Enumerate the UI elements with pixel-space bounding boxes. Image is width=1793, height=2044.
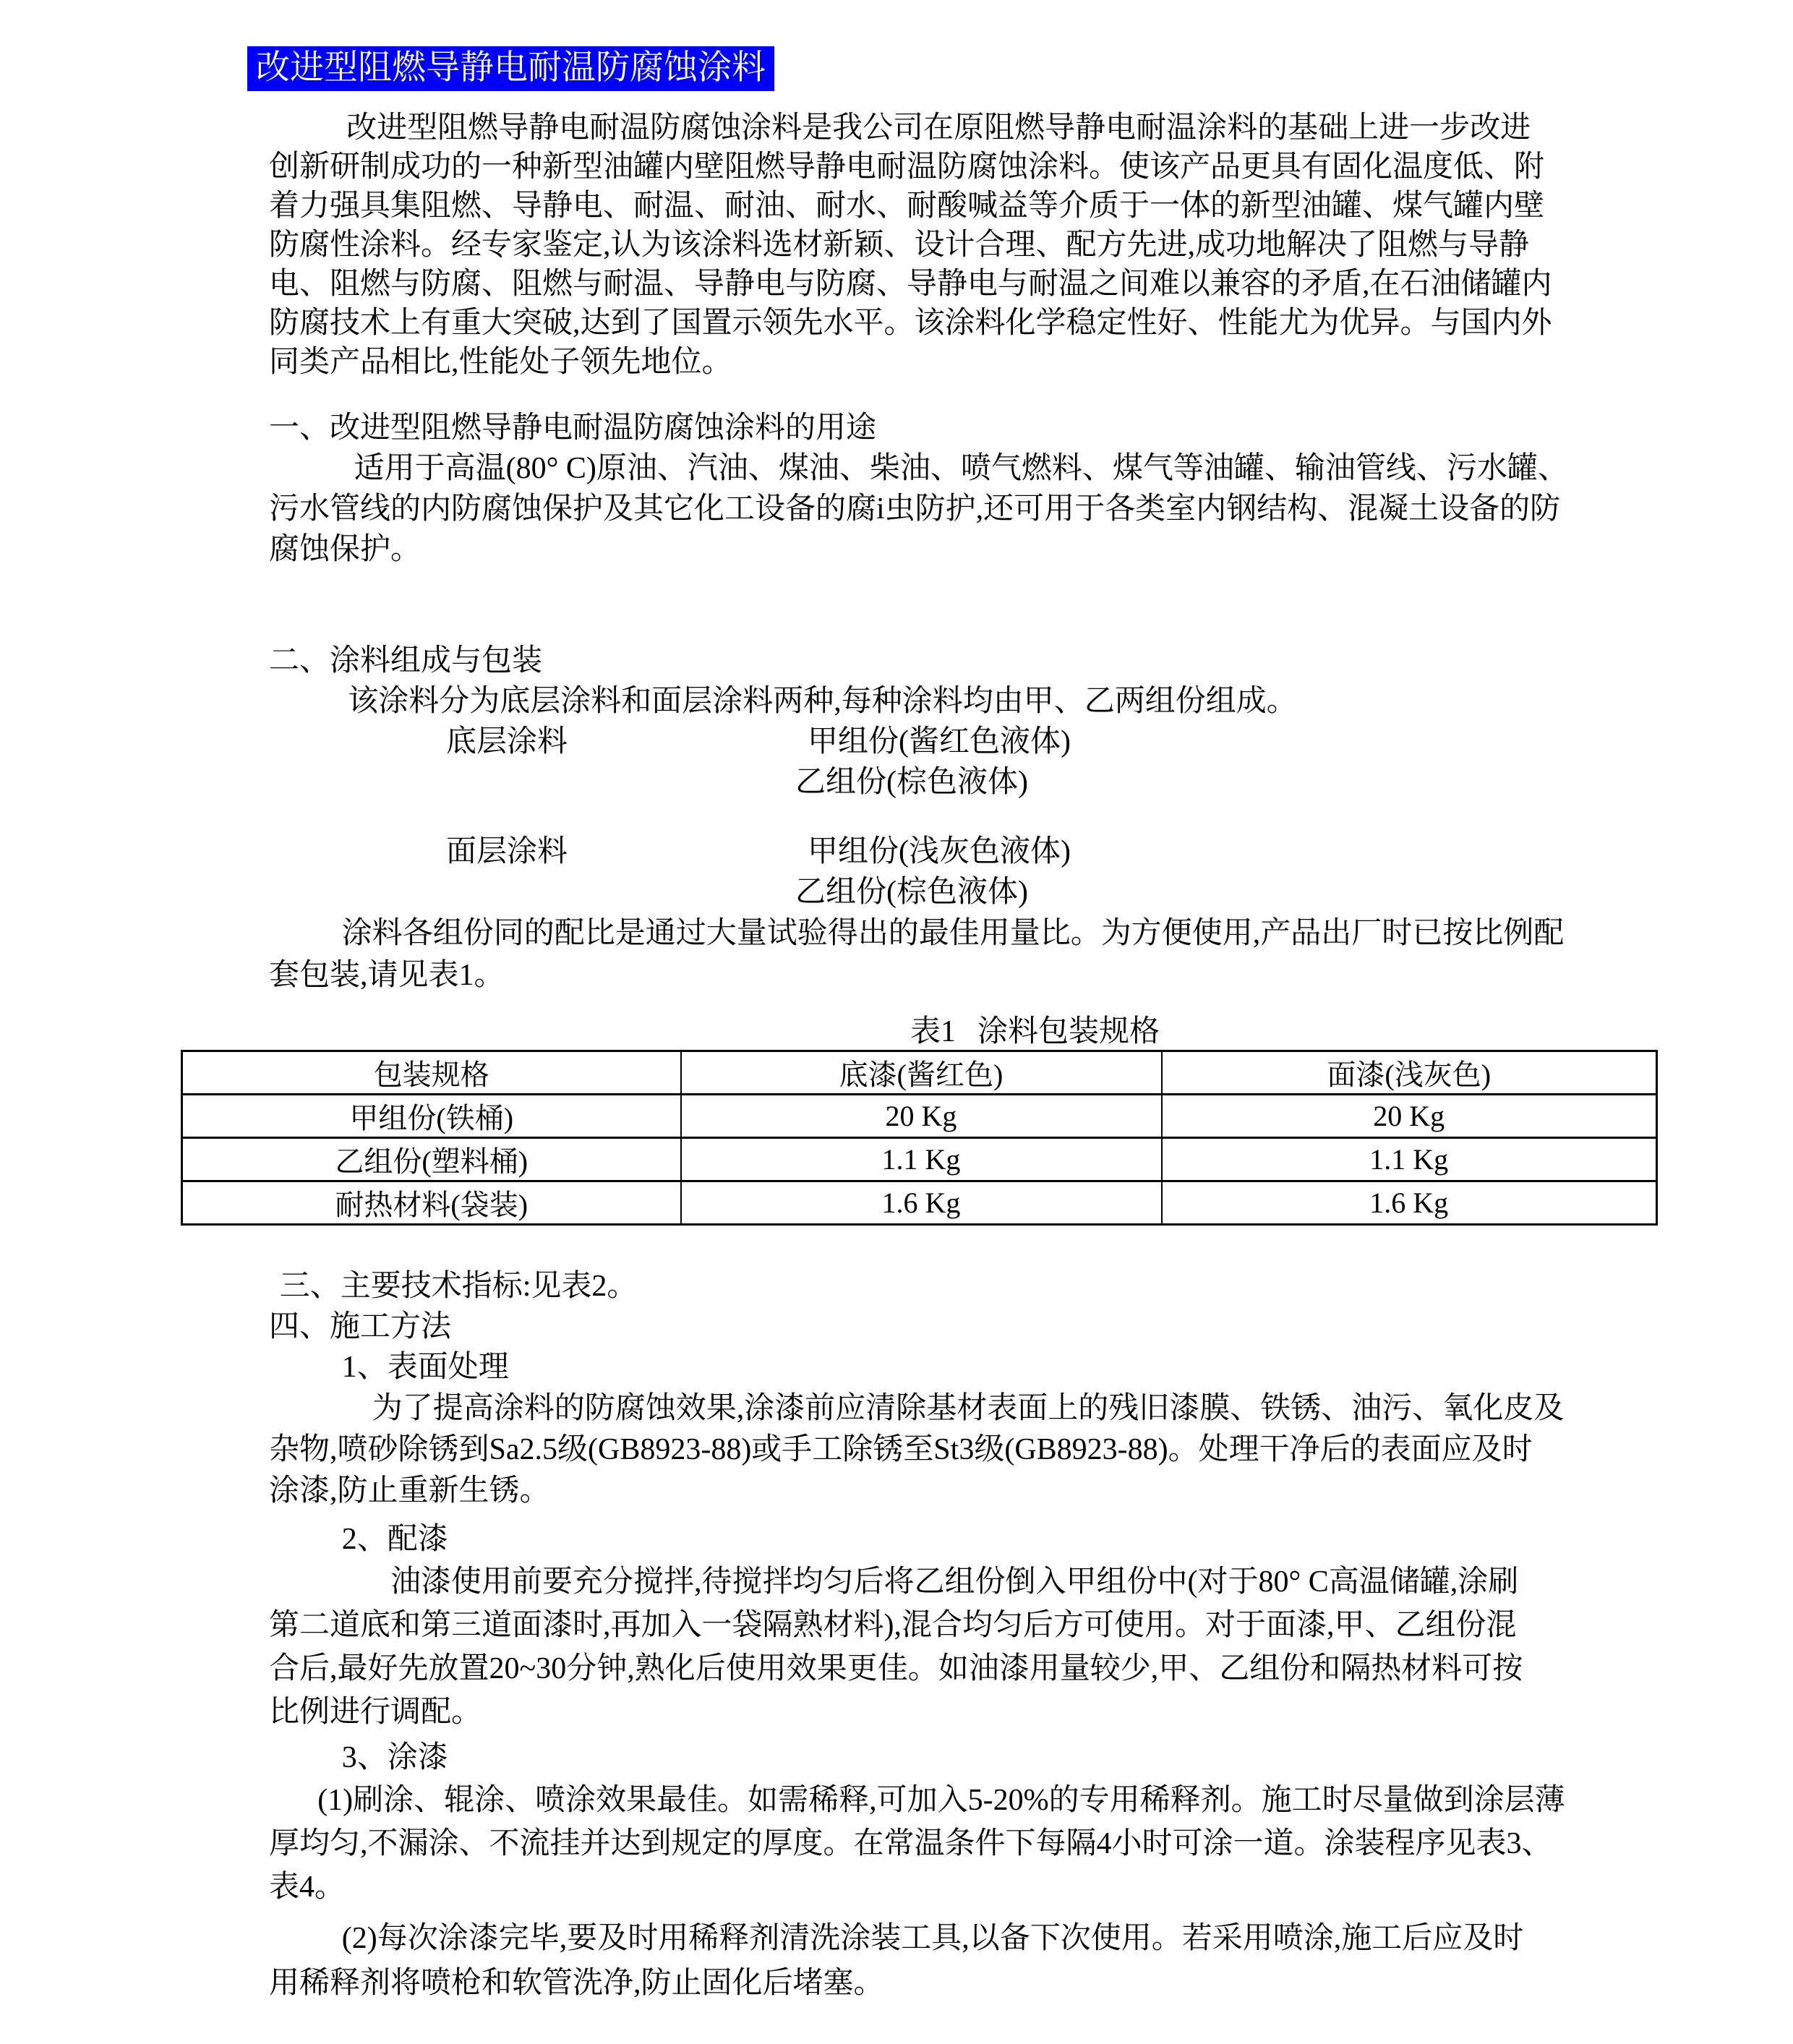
table-cell: 耐热材料(袋装)	[182, 1181, 681, 1225]
intro-line: 电、阻燃与防腐、阻燃与耐温、导静电与防腐、导静电与耐温之间难以兼容的矛盾,在石油储罐内	[269, 268, 1552, 301]
component-part: 甲组份(浅灰色液体)	[808, 835, 1071, 868]
coating-paragraph-1	[269, 1779, 1563, 1909]
section-2-intro: 该涂料分为底层涂料和面层涂料两种,每种涂料均由甲、乙两组份组成。	[348, 685, 1297, 718]
sub3-heading: 3、涂漆	[341, 1741, 448, 1774]
component-part: 乙组份(棕色液体)	[795, 876, 1028, 909]
component-layer: 面层涂料	[446, 835, 568, 868]
coating-paragraph-2	[269, 1916, 1563, 2006]
coating-line: 表4。	[269, 1870, 346, 1904]
table-cell: 20 Kg	[681, 1095, 1162, 1138]
section-1-line: 腐蚀保护。	[269, 533, 421, 566]
sub2-heading: 2、配漆	[341, 1523, 448, 1556]
table-header-cell: 包装规格	[182, 1051, 681, 1095]
component-row	[269, 722, 1563, 762]
section-1-line: 污水管线的内防腐蚀保护及其它化工设备的腐i虫防护,还可用于各类室内钢结构、混凝土设备的防	[269, 492, 1561, 526]
coating-line: (2)每次涂漆完毕,要及时用稀释剂清洗涂装工具,以备下次使用。若采用喷涂,施工后应及时	[341, 1922, 1524, 1955]
surface-prep-line: 涂漆,防止重新生锈。	[269, 1474, 550, 1508]
intro-line: 着力强具集阻燃、导静电、耐温、耐油、耐水、耐酸喊益等介质于一体的新型油罐、煤气罐内壁	[269, 189, 1545, 223]
table-row	[182, 1181, 1657, 1225]
section-4-heading: 四、施工方法	[269, 1310, 452, 1343]
doc-title: 改进型阻燃导静电耐温防腐蚀涂料	[247, 46, 774, 91]
sub1-heading: 1、表面处理	[341, 1351, 509, 1384]
paint-mixing-line: 油漆使用前要充分搅拌,待搅拌均匀后将乙组份倒入甲组份中(对于80° C高温储罐,涂刷	[390, 1565, 1519, 1599]
section-1-line: 适用于高温(80° C)原油、汽油、煤油、柴油、喷气燃料、煤气等油罐、输油管线、污水罐、	[354, 452, 1568, 485]
table-cell: 20 Kg	[1162, 1095, 1657, 1138]
table-cell: 甲组份(铁桶)	[182, 1095, 681, 1138]
ratio-line: 套包装,请见表1。	[269, 959, 505, 992]
table-cell: 1.6 Kg	[681, 1181, 1162, 1225]
table-header-cell: 面漆(浅灰色)	[1162, 1051, 1657, 1095]
coating-line: 用稀释剂将喷枪和软管洗净,防止固化后堵塞。	[269, 1967, 884, 2000]
table1-caption	[269, 1014, 1563, 1050]
paint-mixing-paragraph	[269, 1560, 1563, 1734]
table-row	[182, 1138, 1657, 1181]
intro-line: 创新研制成功的一种新型油罐内壁阻燃导静电耐温防腐蚀涂料。使该产品更具有固化温度低、附	[269, 150, 1545, 184]
intro-line: 防腐技术上有重大突破,达到了国置示领先水平。该涂料化学稳定性好、性能尤为优异。与国内外	[269, 307, 1552, 340]
component-row	[269, 762, 1563, 803]
section-1-heading: 一、改进型阻燃导静电耐温防腐蚀涂料的用途	[269, 411, 877, 445]
table1-caption-label: 表1	[910, 1015, 957, 1048]
component-row	[269, 831, 1563, 872]
table-cell: 1.1 Kg	[681, 1138, 1162, 1181]
table-row	[182, 1095, 1657, 1138]
paint-mixing-line: 合后,最好先放置20~30分钟,熟化后使用效果更佳。如油漆用量较少,甲、乙组份和隔热材料可按	[269, 1652, 1523, 1685]
table-cell: 1.6 Kg	[1162, 1181, 1657, 1225]
section-3-heading: 三、主要技术指标:见表2。	[279, 1270, 638, 1303]
paint-mixing-line: 第二道底和第三道面漆时,再加入一袋隔熟材料),混合均匀后方可使用。对于面漆,甲、乙组份混	[269, 1609, 1517, 1642]
table-cell: 1.1 Kg	[1162, 1138, 1657, 1181]
intro-line: 防腐性涂料。经专家鉴定,认为该涂料选材新颖、设计合理、配方先进,成功地解决了阻燃与导静	[269, 228, 1530, 262]
intro-line: 同类产品相比,性能处子领先地位。	[269, 346, 732, 379]
component-part: 甲组份(酱红色液体)	[808, 725, 1071, 758]
table-header-cell: 底漆(酱红色)	[681, 1051, 1162, 1095]
ratio-paragraph	[269, 912, 1563, 996]
table1-caption-title: 涂料包装规格	[977, 1015, 1160, 1048]
packaging-spec-table	[181, 1050, 1658, 1226]
surface-prep-line: 杂物,喷砂除锈到Sa2.5级(GB8923-88)或手工除锈至St3级(GB8923-88)。处理干净后的表面应及时	[269, 1433, 1533, 1466]
coating-line: (1)刷涂、辊涂、喷涂效果最佳。如需稀释,可加入5-20%的专用稀释剂。施工时尽量做到涂层薄	[317, 1784, 1565, 1817]
component-row	[269, 872, 1563, 912]
intro-line: 改进型阻燃导静电耐温防腐蚀涂料是我公司在原阻燃导静电耐温涂料的基础上进一步改进	[346, 111, 1531, 145]
table-cell: 乙组份(塑料桶)	[182, 1138, 681, 1181]
section-1-paragraph	[269, 448, 1568, 570]
component-part: 乙组份(棕色液体)	[795, 766, 1028, 799]
surface-prep-paragraph	[269, 1388, 1563, 1512]
coating-line: 厚均匀,不漏涂、不流挂并达到规定的厚度。在常温条件下每隔4小时可涂一道。涂装程序见表3、	[269, 1827, 1552, 1860]
surface-prep-line: 为了提高涂料的防腐蚀效果,涂漆前应清除基材表面上的残旧漆膜、铁锈、油污、氧化皮及	[372, 1392, 1565, 1425]
paint-mixing-line: 比例进行调配。	[269, 1696, 482, 1729]
ratio-line: 涂料各组份同的配比是通过大量试验得出的最佳用量比。为方便使用,产品出厂时已按比例配	[341, 917, 1565, 950]
component-layer: 底层涂料	[446, 725, 568, 758]
table-header-row	[182, 1051, 1657, 1095]
section-2-heading: 二、涂料组成与包装	[269, 644, 543, 677]
intro-paragraph	[269, 108, 1563, 382]
